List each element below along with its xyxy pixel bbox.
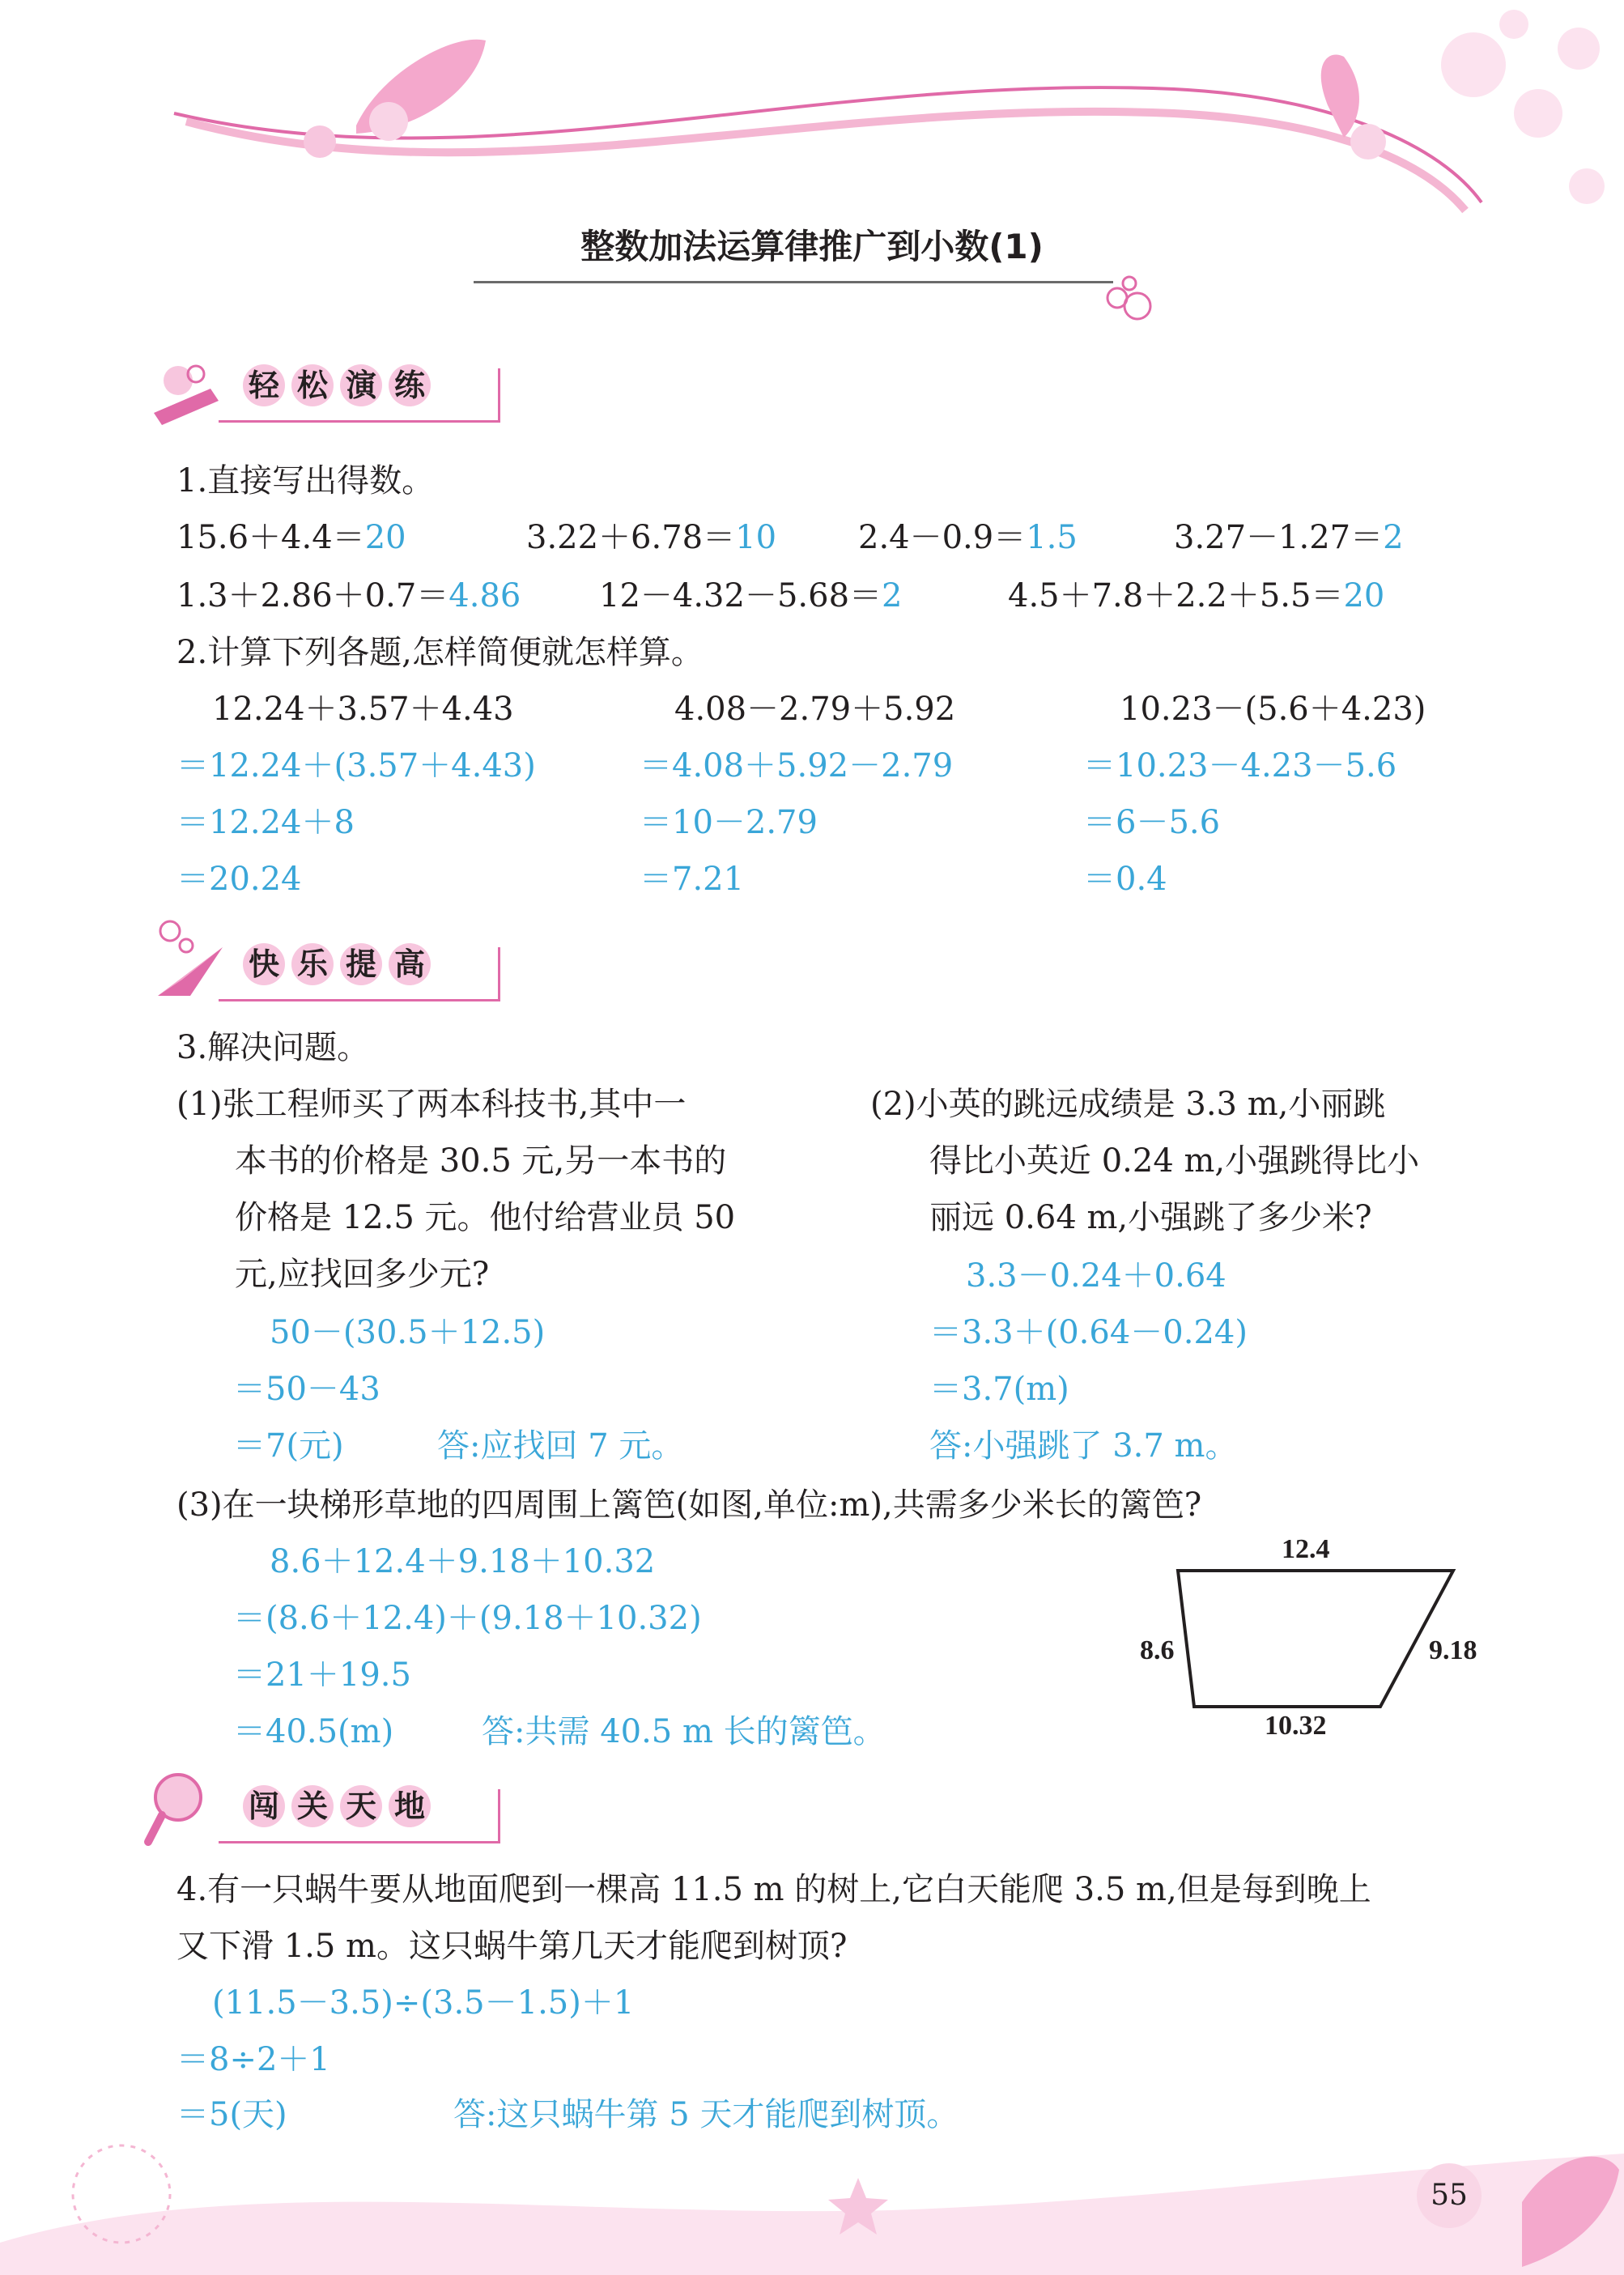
sec1-char-2: 松: [291, 364, 334, 406]
q2-col1-step1: ＝12.24＋(3.57＋4.43): [176, 747, 536, 785]
q3p2-step3: ＝3.7(m): [929, 1371, 1069, 1408]
q4-line2: 又下滑 1.5 m。这只蜗牛第几天才能爬到树顶?: [176, 1928, 848, 1965]
page-title: 整数加法运算律推广到小数(1): [580, 227, 1044, 266]
q3-prompt: 3.解决问题。: [176, 1029, 370, 1066]
q3p1-line1: (1)张工程师买了两本科技书,其中一: [176, 1086, 687, 1123]
q4-step3: ＝5(天): [176, 2096, 287, 2133]
figure-label-bottom: 10.32: [1265, 1711, 1327, 1741]
q2-col3-step2: ＝6－5.6: [1083, 804, 1221, 841]
header-decoration: [0, 0, 1624, 340]
figure-label-top: 12.4: [1282, 1534, 1330, 1564]
q3p1-step3: ＝7(元): [233, 1427, 344, 1465]
q2-col2-step2: ＝10－2.79: [640, 804, 818, 841]
q3p3-line: (3)在一块梯形草地的四周围上篱笆(如图,单位:m),共需多少米长的篱笆?: [176, 1486, 1202, 1524]
q3p3-answer: 答:共需 40.5 m 长的篱笆。: [482, 1713, 886, 1750]
q1-item-5: 1.3＋2.86＋0.7＝4.86: [176, 577, 521, 614]
sec1-char-3: 演: [340, 364, 382, 406]
q3p1-line3: 价格是 12.5 元。他付给营业员 50: [235, 1199, 736, 1236]
q2-col1-expr: 12.24＋3.57＋4.43: [212, 691, 514, 728]
q3p2-step2: ＝3.3＋(0.64－0.24): [929, 1314, 1248, 1351]
q2-col1-step2: ＝12.24＋8: [176, 804, 355, 841]
sec2-char-4: 高: [389, 943, 431, 985]
q3p3-step4: ＝40.5(m): [233, 1713, 394, 1750]
figure-label-right: 9.18: [1429, 1635, 1477, 1665]
sec1-char-1: 轻: [243, 364, 285, 406]
q3p1-answer: 答:应找回 7 元。: [437, 1427, 684, 1465]
sec3-char-1: 闯: [243, 1785, 285, 1827]
q3p1-line4: 元,应找回多少元?: [235, 1256, 490, 1293]
section-title-1: [243, 364, 437, 406]
sec3-char-4: 地: [389, 1785, 431, 1827]
sec2-char-2: 乐: [291, 943, 334, 985]
q2-col1-step3: ＝20.24: [176, 861, 302, 898]
q3p2-line3: 丽远 0.64 m,小强跳了多少米?: [929, 1199, 1372, 1236]
q3p2-answer: 答:小强跳了 3.7 m。: [929, 1427, 1238, 1465]
q1-item-6: 12－4.32－5.68＝2: [599, 577, 903, 614]
footer-decoration: [0, 2121, 1624, 2275]
sec1-char-4: 练: [389, 364, 431, 406]
q3p3-step1: 8.6＋12.4＋9.18＋10.32: [270, 1543, 656, 1580]
q3p3-step2: ＝(8.6＋12.4)＋(9.18＋10.32): [233, 1600, 702, 1637]
section-title-3: [243, 1785, 437, 1827]
q1-item-2: 3.22＋6.78＝10: [526, 519, 777, 556]
q2-col2-step1: ＝4.08＋5.92－2.79: [640, 747, 954, 785]
sec3-char-3: 天: [340, 1785, 382, 1827]
q2-col3-step3: ＝0.4: [1083, 861, 1167, 898]
sec2-char-1: 快: [243, 943, 285, 985]
q4-answer: 答:这只蜗牛第 5 天才能爬到树顶。: [453, 2096, 959, 2133]
page-number: 55: [1417, 2163, 1482, 2228]
q1-item-7: 4.5＋7.8＋2.2＋5.5＝20: [1008, 577, 1385, 614]
q2-col2-step3: ＝7.21: [640, 861, 745, 898]
q2-col3-step1: ＝10.23－4.23－5.6: [1083, 747, 1397, 785]
section-title-2: [243, 943, 437, 985]
q3p1-step2: ＝50－43: [233, 1371, 380, 1408]
q4-line1: 4.有一只蜗牛要从地面爬到一棵高 11.5 m 的树上,它白天能爬 3.5 m,但是每到晚上: [176, 1871, 1371, 1908]
q3p1-step1: 50－(30.5＋12.5): [270, 1314, 546, 1351]
q3p2-line2: 得比小英近 0.24 m,小强跳得比小: [929, 1142, 1420, 1180]
title-underline: [474, 281, 1113, 283]
figure-label-left: 8.6: [1140, 1635, 1175, 1665]
q1-item-1: 15.6＋4.4＝20: [176, 519, 406, 556]
section-icon-magnifier: [142, 1765, 223, 1854]
q4-step2: ＝8÷2＋1: [176, 2041, 330, 2078]
q3p1-line2: 本书的价格是 30.5 元,另一本书的: [235, 1142, 727, 1180]
section-icon-brush: [146, 356, 227, 429]
q2-col3-expr: 10.23－(5.6＋4.23): [1120, 691, 1426, 728]
q1-prompt: 1.直接写出得数。: [176, 462, 435, 500]
q2-prompt: 2.计算下列各题,怎样简便就怎样算。: [176, 634, 704, 671]
q3p2-line1: (2)小英的跳远成绩是 3.3 m,小丽跳: [870, 1086, 1386, 1123]
q1-item-3: 2.4－0.9＝1.5: [858, 519, 1078, 556]
q4-step1: (11.5－3.5)÷(3.5－1.5)＋1: [212, 1984, 635, 2022]
sec2-char-3: 提: [340, 943, 382, 985]
trapezoid-figure: [1133, 1563, 1473, 1724]
sec3-char-2: 关: [291, 1785, 334, 1827]
q3p2-step1: 3.3－0.24＋0.64: [966, 1257, 1227, 1295]
q2-col2-expr: 4.08－2.79＋5.92: [674, 691, 956, 728]
q1-item-4: 3.27－1.27＝2: [1174, 519, 1404, 556]
q3p3-step3: ＝21＋19.5: [233, 1656, 411, 1694]
